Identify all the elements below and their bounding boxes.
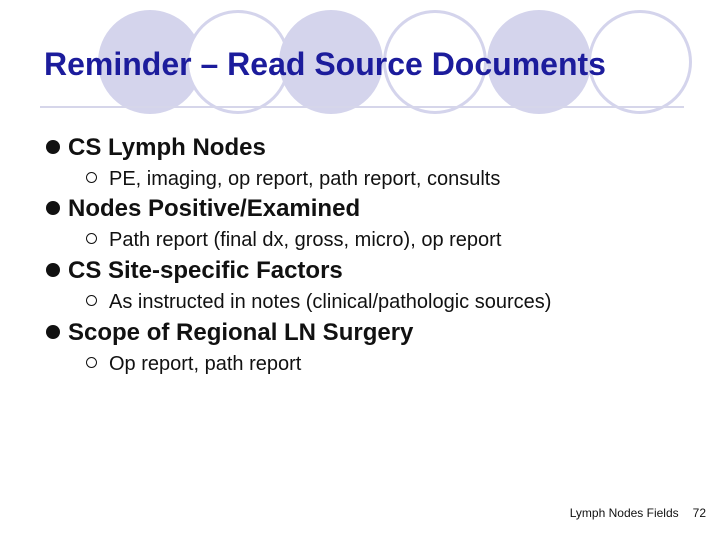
sub-bullet-ring-icon — [86, 233, 97, 244]
footer-label: Lymph Nodes Fields — [569, 506, 679, 520]
slide-footer — [570, 506, 706, 520]
sub-bullet-item — [86, 229, 501, 252]
bullet-item — [46, 319, 413, 347]
bullet-text: CS Site-specific Factors — [68, 257, 343, 284]
bullet-text: Nodes Positive/Examined — [68, 195, 361, 222]
page-number: 72 — [692, 506, 706, 520]
bullet-item — [46, 195, 360, 223]
bullet-dot-icon — [46, 140, 60, 154]
sub-bullet-ring-icon — [86, 172, 97, 183]
bullet-item — [46, 257, 343, 285]
bullet-dot-icon — [46, 201, 60, 215]
sub-bullet-text: Op report, path report — [109, 353, 302, 375]
sub-bullet-text: As instructed in notes (clinical/pathologic sources) — [109, 291, 552, 313]
bullet-dot-icon — [46, 325, 60, 339]
bullet-item — [46, 134, 266, 162]
title-divider — [40, 106, 684, 108]
bullet-text: CS Lymph Nodes — [68, 134, 266, 161]
sub-bullet-ring-icon — [86, 295, 97, 306]
sub-bullet-item — [86, 168, 500, 191]
sub-bullet-text: PE, imaging, op report, path report, consults — [109, 168, 501, 190]
sub-bullet-text: Path report (final dx, gross, micro), op report — [109, 229, 502, 251]
slide-title: Reminder – Read Source Documents — [44, 46, 606, 82]
sub-bullet-item — [86, 291, 551, 314]
bullet-text: Scope of Regional LN Surgery — [68, 319, 414, 346]
bullet-dot-icon — [46, 263, 60, 277]
sub-bullet-item — [86, 353, 301, 376]
sub-bullet-ring-icon — [86, 357, 97, 368]
